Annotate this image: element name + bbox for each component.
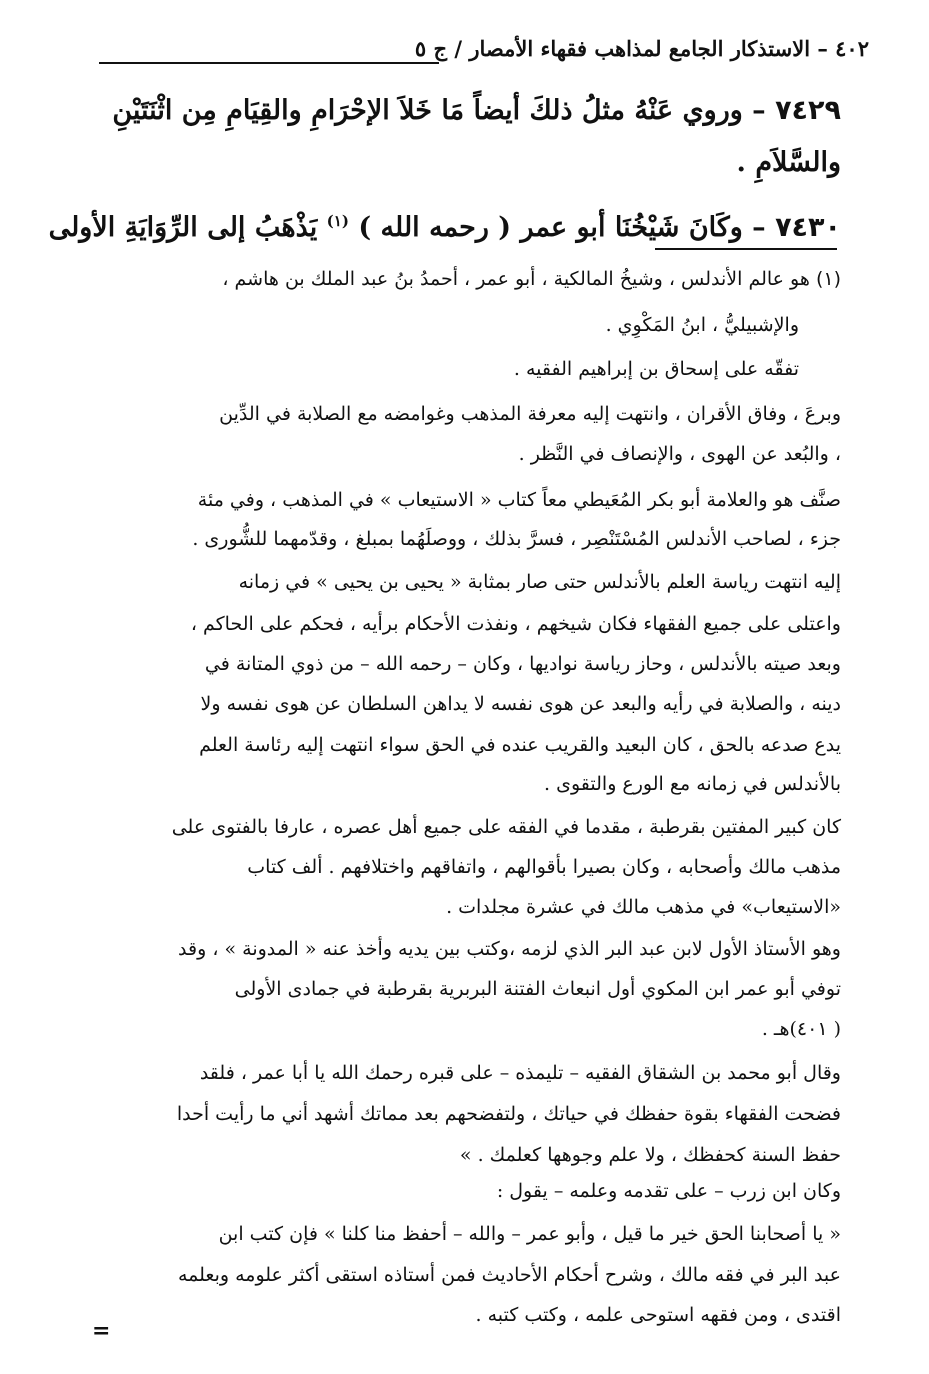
footnote-line: وكان ابن زرب – على تقدمه وعلمه – يقول : [496,1180,841,1202]
footnote-line: حفظ السنة كحفظك ، ولا علم وجوهها كعلمك . » [459,1144,841,1166]
footnote-line: بالأندلس في زمانه مع الورع والتقوى . [544,773,841,795]
paragraph-7429-continuation: والسَّلاَمِ . [736,147,841,178]
paragraph-7430 [48,212,841,243]
footnote-line: ( ٤٠١)هـ . [761,1018,841,1040]
footnote-line: واعتلى على جميع الفقهاء فكان شيخهم ، ونفذت الأحكام برأيه ، فحكم على الحاكم ، [190,613,841,635]
header-rule [99,62,439,64]
paragraph-text: – وكَانَ شَيْخُنَا أبو عمر ( رحمه الله ) [358,212,766,243]
footnote-marker: (١) [815,268,841,290]
footnote-line: والإشبيليُّ ، ابنُ المَكْوِي . [605,314,799,336]
footnote-line: دينه ، والصلابة في رأيه والبعد عن هوى نفسه لا يداهن السلطان عن هوى نفسه ولا [200,693,841,715]
footnote-line: « يا أصحابنا الحق خير ما قيل ، وأبو عمر – والله – أحفظ منا كلنا » فإن كتب ابن [218,1223,841,1245]
footnote-line: يدع صدعه بالحق ، كان البعيد والقريب عنده في الحق سواء انتهت إليه رئاسة العلم [199,734,841,756]
footnote-line: ، والبُعد عن الهوى ، والإنصاف في النَّظر . [518,443,841,465]
continuation-mark: = [92,1318,111,1344]
footnote-line: وهو الأستاذ الأول لابن عبد البر الذي لزمه ،وكتب بين يديه وأخذ عنه « المدونة » ، وقد [178,938,841,960]
footnote-separator [655,248,837,250]
footnote-line: فضحت الفقهاء بقوة حفظك في حياتك ، ولتفضحهم بعد مماتك أشهد أني ما رأيت أحدا [176,1103,841,1125]
footnote-line: مذهب مالك وأصحابه ، وكان بصيرا بأقوالهم ، واتفاقهم واختلافهم . ألف كتاب [247,856,841,878]
footnote-line: إليه انتهت رياسة العلم بالأندلس حتى صار بمثابة « يحيى بن يحيى » في زمانه [238,571,841,593]
footnote-line: جزء ، لصاحب الأندلس المُسْتَنْصِر ، فسرَّ بذلك ، ووصلَهُما بمبلغ ، وقدّمهما للشُّورى . [192,528,841,550]
footnote-line: صنَّف هو والعلامة أبو بكر المُعَيطي معاً كتاب « الاستيعاب » في المذهب ، وفي مئة [197,489,841,511]
footnote-line: «الاستيعاب» في مذهب مالك في عشرة مجلدات . [446,896,841,918]
footnote-reference[interactable]: (١) [326,212,349,230]
paragraph-number: ٧٤٢٩ [775,95,841,126]
footnote-line: وبعد صيته بالأندلس ، وحاز رياسة نواديها ، وكان – رحمه الله – من ذوي المتانة في [204,653,841,675]
footnote-line: وبرعَ ، وفاق الأقران ، وانتهت إليه معرفة المذهب وغوامضه مع الصلابة في الدِّين [219,403,841,425]
header-title: ٤٠٢ – الاستذكار الجامع لمذاهب فقهاء الأمصار / ج ٥ [414,36,869,61]
footnote-line: توفي أبو عمر ابن المكوي أول انبعاث الفتنة البربرية بقرطبة في جمادى الأولى [234,978,841,1000]
footnote-line: تفقّه على إسحاق بن إبراهيم الفقيه . [513,358,799,380]
paragraph-number: ٧٤٣٠ [775,212,841,243]
paragraph-7429 [81,95,841,126]
paragraph-text: يَذْهَبُ إلى الرِّوَايَةِ الأولى [48,212,318,243]
paragraph-text: – وروي عَنْهُ مثلُ ذلكَ أيضاً مَا خَلاَ الإحْرَامِ والقِيَامِ مِن اثْنَتَيْنِ [112,95,766,126]
footnote-line: (١) هو عالم الأندلس ، وشيخُ المالكية ، أبو عمر ، أحمدُ بنُ عبد الملك بن هاشم ، [222,268,841,290]
footnote-line: عبد البر في فقه مالك ، وشرح أحكام الأحاديث فمن أستاذه استقى أكثر علومه وبعلمه [177,1264,841,1286]
running-header [99,36,869,76]
footnote-line: اقتدى ، ومن فقهه استوحى علمه ، وكتب كتبه . [475,1304,841,1326]
footnote-line: وقال أبو محمد بن الشقاق الفقيه – تليمذه – على قبره رحمك الله يا أبا عمر ، فلقد [199,1062,841,1084]
footnote-line: كان كبير المفتين بقرطبة ، مقدما في الفقه على جميع أهل عصره ، عارفا بالفتوى على [171,816,841,838]
